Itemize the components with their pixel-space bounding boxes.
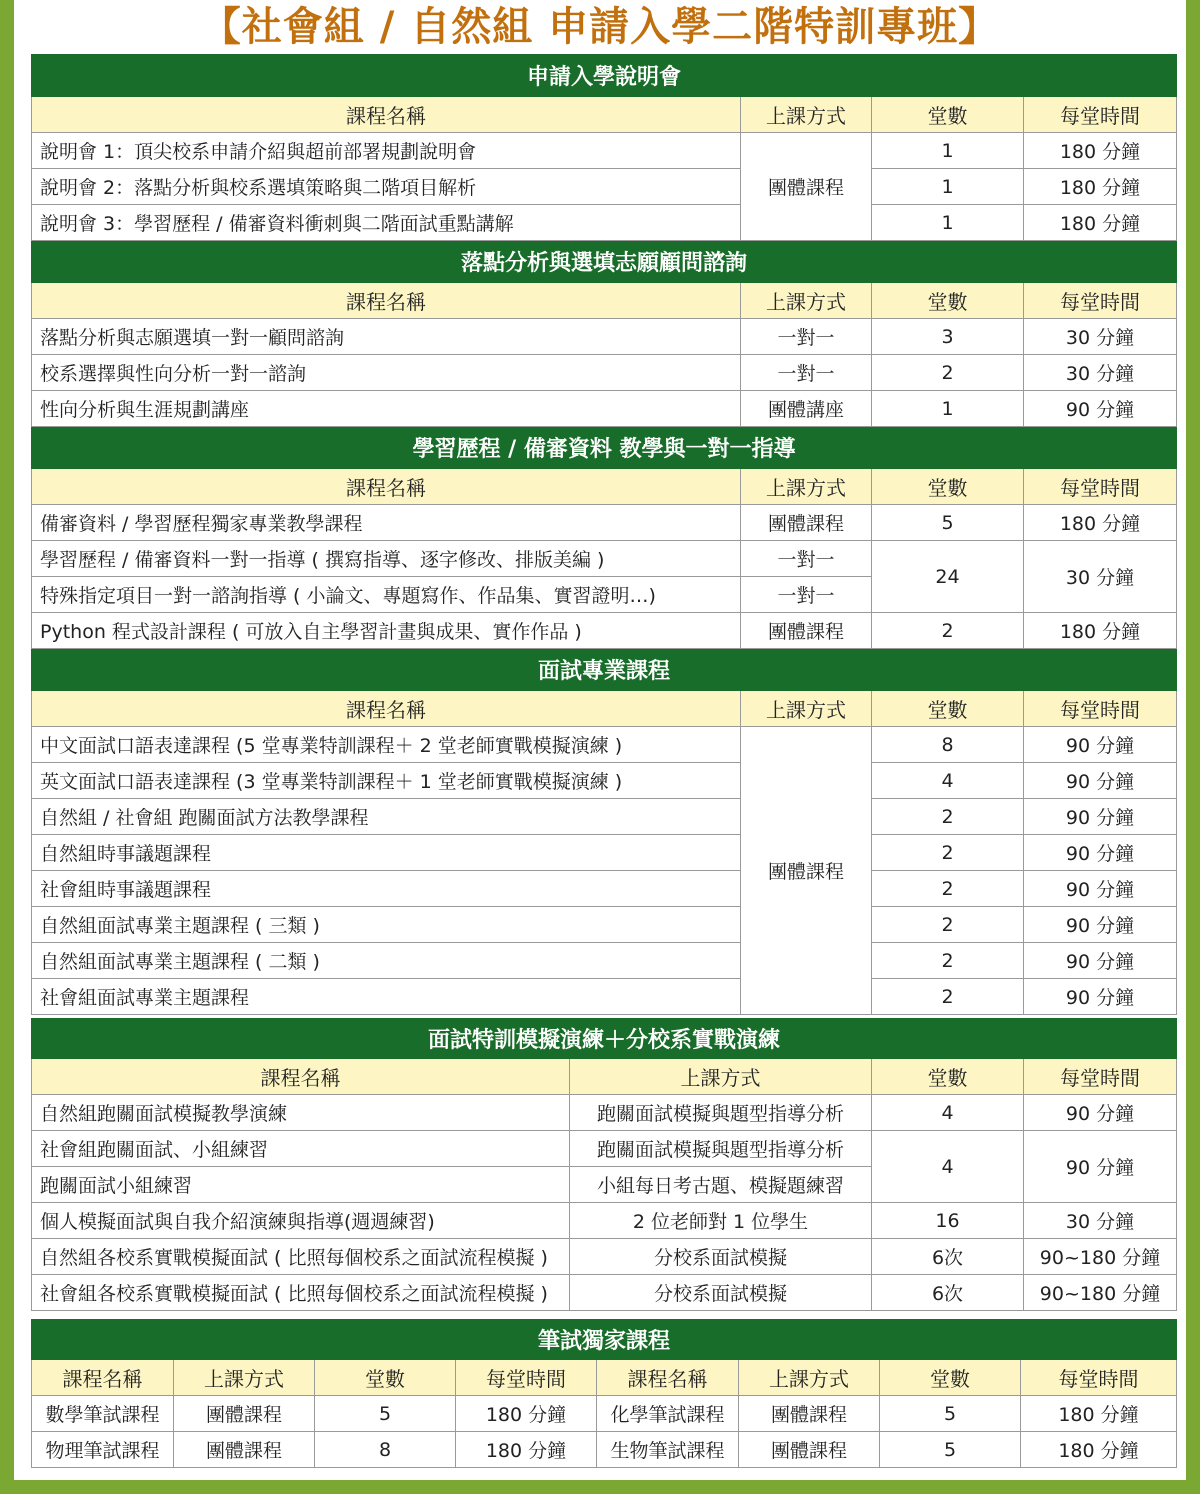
- course-count: 5: [880, 1432, 1021, 1468]
- course-name: 社會組跑關面試、小組練習: [32, 1131, 570, 1167]
- course-name: 性向分析與生涯規劃講座: [32, 391, 741, 427]
- course-method: 團體課程: [739, 1432, 880, 1468]
- course-method: 一對一: [741, 577, 872, 613]
- course-count: 4: [872, 1131, 1024, 1203]
- course-count: 1: [872, 169, 1024, 205]
- course-method: 團體講座: [741, 391, 872, 427]
- course-time: 180 分鐘: [1021, 1396, 1177, 1432]
- course-method: 團體課程: [741, 727, 872, 1015]
- course-table-mock-interview: [31, 1018, 1177, 1311]
- header-count: 堂數: [872, 283, 1024, 319]
- course-count: 4: [872, 763, 1024, 799]
- course-name: 數學筆試課程: [32, 1396, 174, 1432]
- course-name: 學習歷程 / 備審資料一對一指導 ( 撰寫指導、逐字修改、排版美編 ): [32, 541, 741, 577]
- course-count: 4: [872, 1095, 1024, 1131]
- course-name: 自然組跑關面試模擬教學演練: [32, 1095, 570, 1131]
- course-name: 跑關面試小組練習: [32, 1167, 570, 1203]
- course-method: 團體課程: [174, 1396, 315, 1432]
- course-time: 90 分鐘: [1024, 763, 1177, 799]
- header-method: 上課方式: [570, 1059, 872, 1095]
- header-count: 堂數: [872, 469, 1024, 505]
- header-method: 上課方式: [741, 691, 872, 727]
- course-method: 團體課程: [741, 133, 872, 241]
- course-count: 2: [872, 979, 1024, 1015]
- course-count: 8: [872, 727, 1024, 763]
- header-method: 上課方式: [741, 97, 872, 133]
- course-method: 團體課程: [741, 505, 872, 541]
- header-method: 上課方式: [741, 469, 872, 505]
- course-time: 90 分鐘: [1024, 907, 1177, 943]
- course-count: 2: [872, 943, 1024, 979]
- course-time: 90 分鐘: [1024, 943, 1177, 979]
- course-name: 落點分析與志願選填一對一顧問諮詢: [32, 319, 741, 355]
- course-time: 180 分鐘: [1024, 613, 1177, 649]
- header-course-name: 課程名稱: [32, 691, 741, 727]
- course-method: 團體課程: [174, 1432, 315, 1468]
- section-title-info-session: 申請入學說明會: [32, 55, 1177, 97]
- header-count: 堂數: [872, 1059, 1024, 1095]
- course-method: 跑關面試模擬與題型指導分析: [570, 1095, 872, 1131]
- course-time: 180 分鐘: [1021, 1432, 1177, 1468]
- course-name: 說明會 3：學習歷程 / 備審資料衝刺與二階面試重點講解: [32, 205, 741, 241]
- course-count: 6次: [872, 1239, 1024, 1275]
- course-count: 2: [872, 613, 1024, 649]
- header-time: 每堂時間: [1021, 1360, 1177, 1396]
- course-name: 社會組時事議題課程: [32, 871, 741, 907]
- course-name: 社會組各校系實戰模擬面試 ( 比照每個校系之面試流程模擬 ): [32, 1275, 570, 1311]
- course-count: 2: [872, 355, 1024, 391]
- course-name: Python 程式設計課程 ( 可放入自主學習計畫與成果、實作作品 ): [32, 613, 741, 649]
- course-method: 團體課程: [741, 613, 872, 649]
- course-count: 2: [872, 799, 1024, 835]
- course-name: 生物筆試課程: [597, 1432, 739, 1468]
- course-name: 自然組面試專業主題課程 ( 二類 ): [32, 943, 741, 979]
- course-count: 8: [315, 1432, 456, 1468]
- course-time: 180 分鐘: [1024, 505, 1177, 541]
- course-time: 180 分鐘: [456, 1396, 597, 1432]
- course-method: 跑關面試模擬與題型指導分析: [570, 1131, 872, 1167]
- course-time: 90 分鐘: [1024, 835, 1177, 871]
- course-name: 中文面試口語表達課程 (5 堂專業特訓課程＋ 2 堂老師實戰模擬演練 ): [32, 727, 741, 763]
- header-count: 堂數: [880, 1360, 1021, 1396]
- course-method: 一對一: [741, 541, 872, 577]
- course-name: 說明會 2：落點分析與校系選填策略與二階項目解析: [32, 169, 741, 205]
- header-time: 每堂時間: [456, 1360, 597, 1396]
- course-name: 備審資料 / 學習歷程獨家專業教學課程: [32, 505, 741, 541]
- section-title-written-exam: 筆試獨家課程: [32, 1320, 1177, 1360]
- course-time: 30 分鐘: [1024, 1203, 1177, 1239]
- header-method: 上課方式: [739, 1360, 880, 1396]
- course-time: 30 分鐘: [1024, 319, 1177, 355]
- header-time: 每堂時間: [1024, 1059, 1177, 1095]
- course-time: 180 分鐘: [1024, 133, 1177, 169]
- header-method: 上課方式: [174, 1360, 315, 1396]
- course-time: 90 分鐘: [1024, 1095, 1177, 1131]
- course-method: 分校系面試模擬: [570, 1239, 872, 1275]
- section-title-consulting: 落點分析與選填志願顧問諮詢: [32, 241, 1177, 283]
- header-course-name: 課程名稱: [32, 283, 741, 319]
- course-name: 特殊指定項目一對一諮詢指導 ( 小論文、專題寫作、作品集、實習證明…): [32, 577, 741, 613]
- section-title-portfolio: 學習歷程 / 備審資料 教學與一對一指導: [32, 427, 1177, 469]
- course-time: 180 分鐘: [1024, 205, 1177, 241]
- course-time: 90 分鐘: [1024, 391, 1177, 427]
- course-name: 個人模擬面試與自我介紹演練與指導(週週練習): [32, 1203, 570, 1239]
- header-time: 每堂時間: [1024, 469, 1177, 505]
- course-time: 90 分鐘: [1024, 727, 1177, 763]
- course-name: 自然組面試專業主題課程 ( 三類 ): [32, 907, 741, 943]
- course-name: 社會組面試專業主題課程: [32, 979, 741, 1015]
- header-time: 每堂時間: [1024, 97, 1177, 133]
- course-time: 180 分鐘: [1024, 169, 1177, 205]
- page-title: 【社會組 / 自然組 申請入學二階特訓專班】: [200, 4, 1000, 50]
- course-method: 團體課程: [739, 1396, 880, 1432]
- course-count: 24: [872, 541, 1024, 613]
- course-count: 3: [872, 319, 1024, 355]
- header-course-name: 課程名稱: [32, 97, 741, 133]
- header-course-name: 課程名稱: [32, 1360, 174, 1396]
- course-name: 化學筆試課程: [597, 1396, 739, 1432]
- course-time: 30 分鐘: [1024, 541, 1177, 613]
- header-method: 上課方式: [741, 283, 872, 319]
- header-time: 每堂時間: [1024, 283, 1177, 319]
- course-method: 分校系面試模擬: [570, 1275, 872, 1311]
- header-count: 堂數: [315, 1360, 456, 1396]
- course-name: 自然組 / 社會組 跑關面試方法教學課程: [32, 799, 741, 835]
- course-count: 5: [315, 1396, 456, 1432]
- course-name: 自然組各校系實戰模擬面試 ( 比照每個校系之面試流程模擬 ): [32, 1239, 570, 1275]
- page: [14, 0, 1186, 1480]
- section-title-interview: 面試專業課程: [32, 649, 1177, 691]
- section-title-mock-interview: 面試特訓模擬演練＋分校系實戰演練: [32, 1019, 1177, 1059]
- course-time: 90 分鐘: [1024, 871, 1177, 907]
- course-count: 1: [872, 391, 1024, 427]
- course-time: 90 分鐘: [1024, 1131, 1177, 1203]
- course-name: 自然組時事議題課程: [32, 835, 741, 871]
- course-count: 5: [872, 505, 1024, 541]
- course-count: 16: [872, 1203, 1024, 1239]
- course-count: 2: [872, 835, 1024, 871]
- course-name: 英文面試口語表達課程 (3 堂專業特訓課程＋ 1 堂老師實戰模擬演練 ): [32, 763, 741, 799]
- header-time: 每堂時間: [1024, 691, 1177, 727]
- header-course-name: 課程名稱: [32, 469, 741, 505]
- course-name: 說明會 1：頂尖校系申請介紹與超前部署規劃說明會: [32, 133, 741, 169]
- header-count: 堂數: [872, 691, 1024, 727]
- course-method: 2 位老師對 1 位學生: [570, 1203, 872, 1239]
- course-time: 90 分鐘: [1024, 979, 1177, 1015]
- course-count: 1: [872, 205, 1024, 241]
- course-name: 校系選擇與性向分析一對一諮詢: [32, 355, 741, 391]
- course-method: 一對一: [741, 355, 872, 391]
- course-name: 物理筆試課程: [32, 1432, 174, 1468]
- course-time: 90 分鐘: [1024, 799, 1177, 835]
- course-method: 一對一: [741, 319, 872, 355]
- course-table-written-exam: [31, 1319, 1177, 1468]
- course-count: 2: [872, 871, 1024, 907]
- course-time: 30 分鐘: [1024, 355, 1177, 391]
- course-method: 小組每日考古題、模擬題練習: [570, 1167, 872, 1203]
- course-time: 90~180 分鐘: [1024, 1275, 1177, 1311]
- course-count: 1: [872, 133, 1024, 169]
- header-count: 堂數: [872, 97, 1024, 133]
- header-course-name: 課程名稱: [32, 1059, 570, 1095]
- course-count: 6次: [872, 1275, 1024, 1311]
- course-count: 2: [872, 907, 1024, 943]
- course-time: 180 分鐘: [456, 1432, 597, 1468]
- course-time: 90~180 分鐘: [1024, 1239, 1177, 1275]
- course-count: 5: [880, 1396, 1021, 1432]
- course-table-main: [31, 54, 1177, 1015]
- header-course-name: 課程名稱: [597, 1360, 739, 1396]
